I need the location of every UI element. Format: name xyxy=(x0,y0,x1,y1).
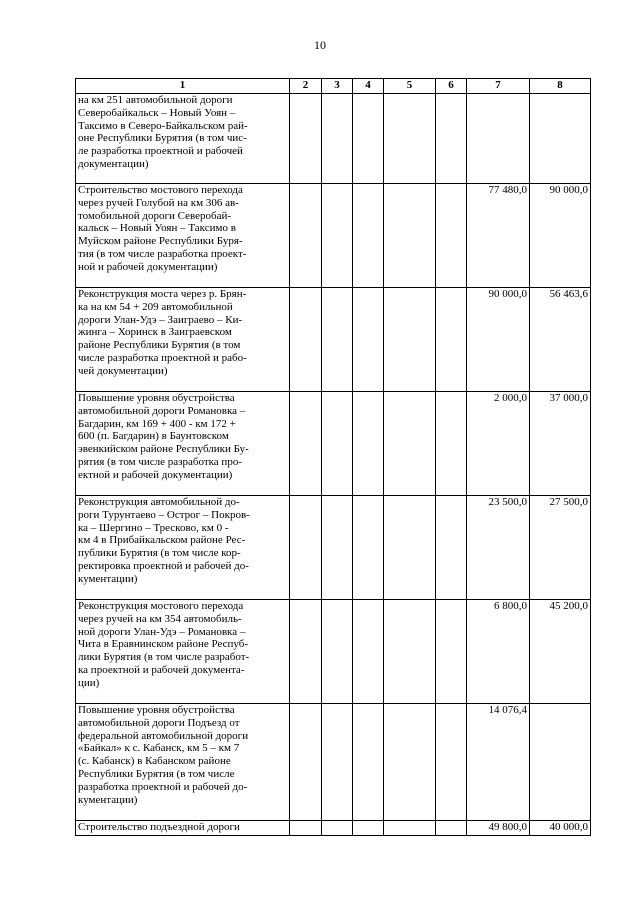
row-description: Повышение уровня обустройства автомобильной дороги Подъезд от федеральной автомобильной дороги «Байкал» к с. Кабанск, км 5 – км 7 (с. Кабанск) в Кабанском районе Республики Бурятия (в том числе разработка проектной и рабочей до- кументации) xyxy=(76,704,290,821)
table-row xyxy=(76,184,591,288)
table-row xyxy=(76,704,591,821)
col-header-8: 8 xyxy=(530,79,591,94)
page-number: 10 xyxy=(314,38,326,52)
row-description: Реконструкция автомобильной до- роги Турунтаево – Острог – Покров- ка – Шергино – Тресково, км 0 - км 4 в Прибайкальском районе Рес- публики Бурятия (в том числе кор- ректировка проектной и рабочей до- кументации) xyxy=(76,496,290,600)
col-header-2: 2 xyxy=(290,79,322,94)
cell-col8: 37 000,0 xyxy=(530,392,591,496)
cell-col7: 90 000,0 xyxy=(467,288,530,392)
cell-col7: 2 000,0 xyxy=(467,392,530,496)
cell-col7: 23 500,0 xyxy=(467,496,530,600)
cell-col8: 27 500,0 xyxy=(530,496,591,600)
row-description: Реконструкция мостового перехода через ручей на км 354 автомобиль- ной дороги Улан-Удэ – Романовка – Чита в Еравнинском районе Респуб- лики Бурятия (в том числе разработ- ка проектной и рабочей документа- ции) xyxy=(76,600,290,704)
cell-col7: 6 800,0 xyxy=(467,600,530,704)
cell-col7 xyxy=(467,94,530,184)
col-header-6: 6 xyxy=(436,79,467,94)
col-header-1: 1 xyxy=(76,79,290,94)
col-header-4: 4 xyxy=(353,79,384,94)
row-description: Строительство подъездной дороги xyxy=(76,821,290,836)
cell-col8: 40 000,0 xyxy=(530,821,591,836)
cell-col8 xyxy=(530,704,591,821)
cell-col7: 14 076,4 xyxy=(467,704,530,821)
header-row xyxy=(76,79,591,94)
budget-table xyxy=(75,78,591,836)
row-description: на км 251 автомобильной дороги Северобайкальск – Новый Уоян – Таксимо в Северо-Байкальском рай- оне Республики Бурятия (в том чис- ле разработка проектной и рабочей документации) xyxy=(76,94,290,184)
table-row xyxy=(76,600,591,704)
cell-col7: 49 800,0 xyxy=(467,821,530,836)
cell-col8: 56 463,6 xyxy=(530,288,591,392)
col-header-3: 3 xyxy=(322,79,353,94)
row-description: Повышение уровня обустройства автомобильной дороги Романовка – Багдарин, км 169 + 400 - км 172 + 600 (п. Багдарин) в Баунтовском эвенкийском районе Республики Бу- рятия (в том числе разработка про- ектной и рабочей документации) xyxy=(76,392,290,496)
table-row xyxy=(76,94,591,184)
col-header-5: 5 xyxy=(384,79,436,94)
cell-col7: 77 480,0 xyxy=(467,184,530,288)
row-description: Реконструкция моста через р. Брян- ка на км 54 + 209 автомобильной дороги Улан-Удэ – Заиграево – Ки- жинга – Хоринск в Заиграевском районе Республики Бурятия (в том числе разработка проектной и рабо- чей документации) xyxy=(76,288,290,392)
table-row xyxy=(76,288,591,392)
table-row xyxy=(76,821,591,836)
col-header-7: 7 xyxy=(467,79,530,94)
cell-col8: 90 000,0 xyxy=(530,184,591,288)
cell-col8 xyxy=(530,94,591,184)
table-row xyxy=(76,496,591,600)
cell-col8: 45 200,0 xyxy=(530,600,591,704)
row-description: Строительство мостового перехода через ручей Голубой на км 306 ав- томобильной дороги Северобай- кальск – Новый Уоян – Таксимо в Муйском районе Республики Буря- тия (в том числе разработка проект- ной и рабочей документации) xyxy=(76,184,290,288)
table-row xyxy=(76,392,591,496)
